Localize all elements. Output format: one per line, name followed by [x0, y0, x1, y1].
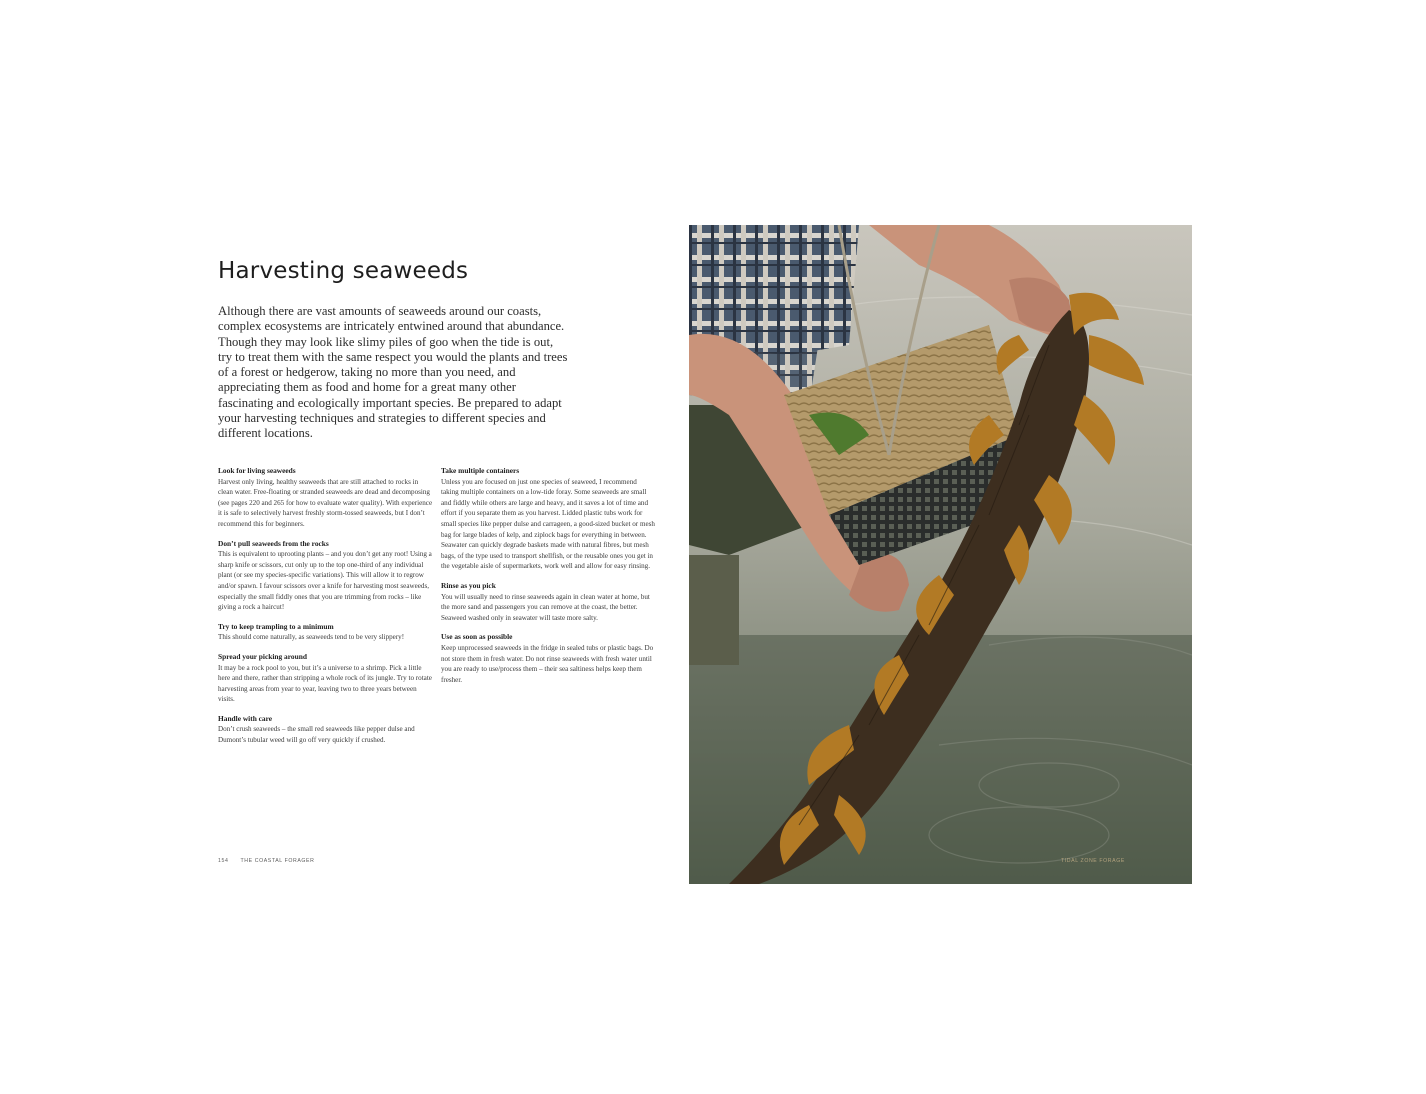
tip-section — [441, 581, 656, 623]
left-text-column — [218, 466, 433, 755]
tip-section — [218, 652, 433, 705]
tip-section — [218, 539, 433, 613]
seaweed-harvest-photo — [689, 225, 1192, 884]
tip-heading: Use as soon as possible — [441, 632, 513, 642]
tip-heading: Look for living seaweeds — [218, 466, 296, 475]
page-folio — [218, 858, 314, 864]
tip-heading: Take multiple containers — [441, 466, 520, 475]
tip-heading: Don’t pull seaweeds from the rocks — [218, 538, 329, 548]
page-title: Harvesting seaweeds — [218, 258, 469, 284]
tip-section — [441, 466, 656, 572]
tip-section — [218, 622, 433, 643]
tip-body: It may be a rock pool to you, but it’s a universe to a shrimp. Pick a little here and there, rather than stripping a whole rock of its jungle. Try to rotate harvesting areas from year to year, leaving two to three years between visits. — [218, 663, 432, 704]
page-number: 154 — [218, 858, 229, 864]
tip-body: Don’t crush seaweeds – the small red seaweeds like pepper dulse and Dumont’s tubular weed will go off very quickly if crushed. — [218, 725, 415, 745]
right-text-column — [441, 466, 656, 694]
tip-body: You will usually need to rinse seaweeds again in clean water at home, but the more sand and passengers you can remove at the coast, the better. Seaweed washed only in seawater will taste more salty. — [441, 592, 650, 622]
tip-body: This is equivalent to uprooting plants – and you don’t get any root! Using a sharp knife or scissors, cut only up to the top one-third of any individual plant (or see my species-specific variations). This will allow it to regrow and/or spawn. I favour scissors over a knife for harvesting most seaweeds, especially the small fiddly ones that you are trimming from rocks – like giving a rock a haircut! — [218, 550, 432, 612]
tip-section — [218, 714, 433, 746]
tip-heading: Rinse as you pick — [441, 580, 496, 590]
intro-paragraph: Although there are vast amounts of seaweeds around our coasts, complex ecosystems are intricately entwined around that abundance. Though they may look like slimy piles of goo when the tide is out, try to treat them with the same respect you would the plants and trees of a forest or hedgerow, taking no more than you need, and appreciating them as food and home for a great many other fascinating and ecologically important species. Be prepared to adapt your harvesting techniques and strategies to different species and different locations. — [218, 304, 568, 441]
tip-heading: Try to keep trampling to a minimum — [218, 621, 334, 631]
tip-section — [441, 632, 656, 685]
tip-body: Harvest only living, healthy seaweeds that are still attached to rocks in clean water. Free-floating or stranded seaweeds are dead and decomposing (see pages 220 and 265 for how to evaluate water quality). With experience it is safe to selectively harvest freshly storm-tossed seaweeds, but I don’t recommend this for beginners. — [218, 477, 433, 528]
tip-body: Unless you are focused on just one species of seaweed, I recommend taking multiple containers on a low-tide foray. Some seaweeds are small and fiddly while others are large and heavy, and it saves a lot of time and effort if you separate them as you harvest. Lidded plastic tubs work for small species like pepper dulse and carrageen, a good-sized bucket or mesh bag for large blades of kelp, and ziplock bags for everything in between. Seawater can quickly degrade baskets made with natural fibres, but mesh bags, of the type used to transport shellfish, or the reusable ones you get in the vegetable aisle of supermarkets, work well and allow for easy rinsing. — [441, 477, 655, 571]
tip-heading: Handle with care — [218, 713, 273, 723]
tip-heading: Spread your picking around — [218, 651, 307, 661]
tip-section — [218, 466, 433, 530]
tip-body: Keep unprocessed seaweeds in the fridge in sealed tubs or plastic bags. Do not store them in fresh water. Do not rinse seaweeds with fresh water until you are ready to use/process them – their sea saltiness helps keep them fresher. — [441, 643, 654, 684]
tip-body: This should come naturally, as seaweeds tend to be very slippery! — [218, 633, 405, 642]
photo-running-head: TIDAL ZONE FORAGE — [1061, 858, 1125, 864]
running-head: THE COASTAL FORAGER — [240, 858, 315, 864]
